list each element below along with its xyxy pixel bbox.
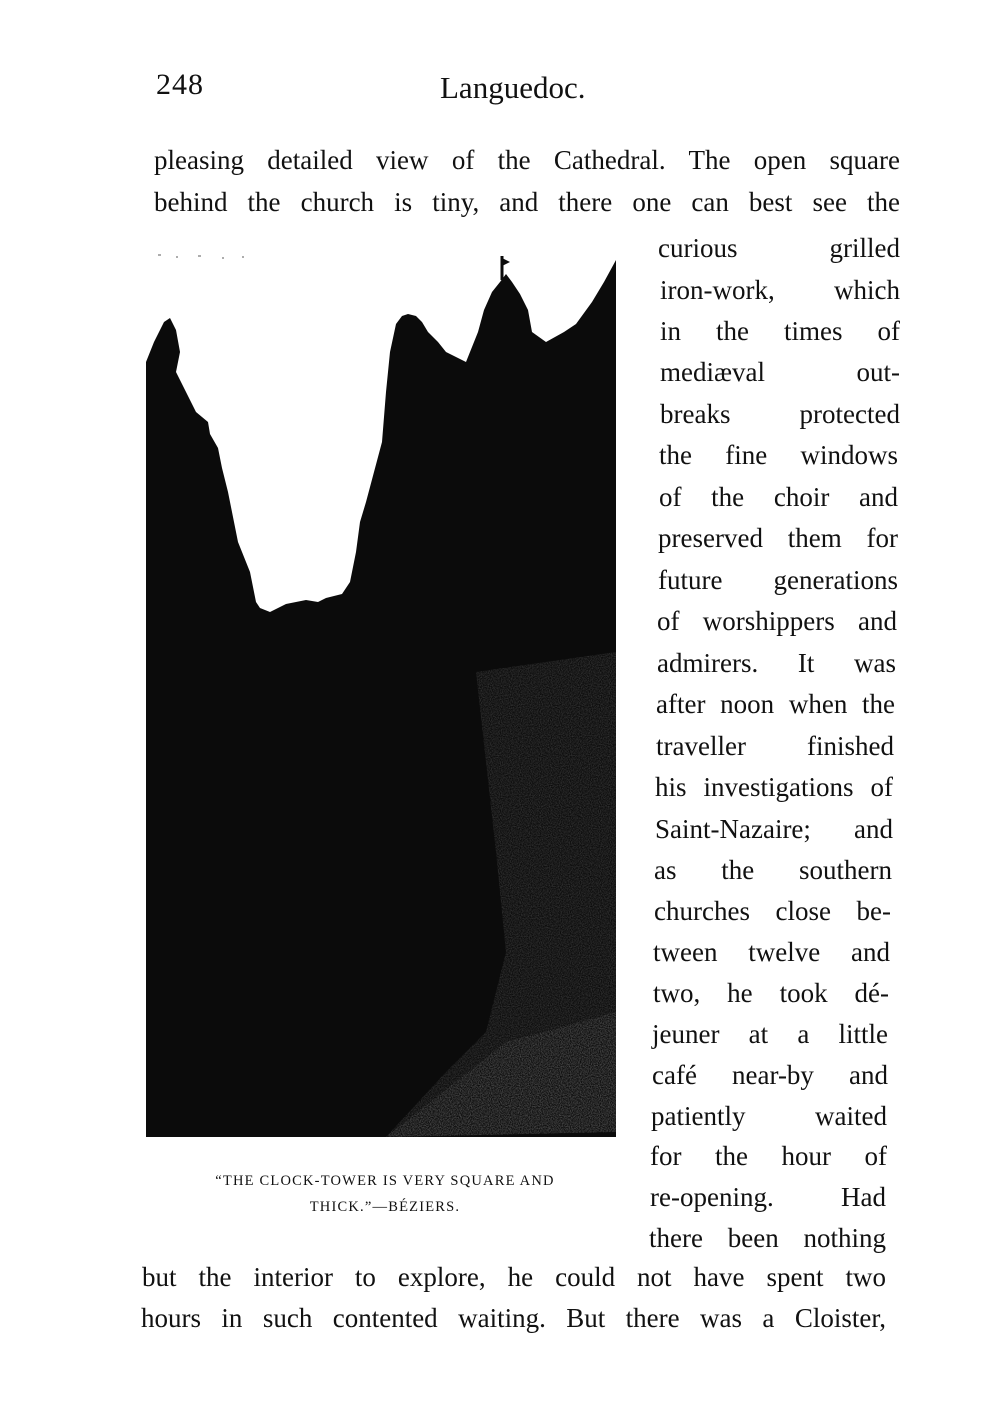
text-line: of the choir and bbox=[659, 482, 898, 512]
text-line: for the hour of bbox=[650, 1141, 887, 1171]
photograph-image bbox=[146, 252, 616, 1137]
text-line: but the interior to explore, he could not have spent two bbox=[142, 1262, 886, 1292]
text-line: admirers. It was bbox=[657, 648, 896, 678]
text-line: Saint-Nazaire; and bbox=[655, 814, 893, 844]
text-line: tween twelve and bbox=[653, 937, 890, 967]
text-line: after noon when the bbox=[656, 689, 895, 719]
text-line: breaks protected bbox=[660, 399, 900, 429]
caption-line: THICK.”—BÉZIERS. bbox=[309, 1199, 461, 1215]
text-line: preserved them for bbox=[658, 523, 898, 553]
figure-caption bbox=[150, 1168, 620, 1220]
text-line: as the southern bbox=[654, 855, 892, 885]
text-line: patiently waited bbox=[651, 1101, 887, 1131]
running-header bbox=[0, 62, 1000, 112]
text-line: the fine windows bbox=[659, 440, 898, 470]
text-line: two, he took dé- bbox=[653, 978, 889, 1008]
text-line: traveller finished bbox=[656, 731, 894, 761]
text-line: behind the church is tiny, and there one can best see the bbox=[154, 187, 900, 217]
text-line: of worshippers and bbox=[657, 606, 897, 636]
text-line: curious grilled bbox=[658, 233, 900, 263]
text-line: jeuner at a little bbox=[652, 1019, 888, 1049]
text-line: future generations bbox=[658, 565, 898, 595]
text-line: re-opening. Had bbox=[650, 1182, 886, 1212]
text-line: mediæval out- bbox=[660, 357, 900, 387]
caption-line: “THE CLOCK-TOWER IS VERY SQUARE AND bbox=[215, 1173, 555, 1189]
text-line: café near-by and bbox=[652, 1060, 888, 1090]
text-line: iron-work, which bbox=[660, 275, 900, 305]
clock-tower-photograph bbox=[146, 252, 616, 1137]
text-line: pleasing detailed view of the Cathedral. The open square bbox=[154, 145, 900, 175]
text-line: there been nothing bbox=[649, 1223, 886, 1253]
text-line: churches close be- bbox=[654, 896, 891, 926]
text-line: his investigations of bbox=[655, 772, 893, 802]
text-line: in the times of bbox=[660, 316, 900, 346]
page-number: 248 bbox=[156, 68, 204, 101]
text-line: hours in such contented waiting. But there was a Cloister, bbox=[141, 1303, 886, 1333]
running-title: Languedoc. bbox=[440, 70, 586, 105]
